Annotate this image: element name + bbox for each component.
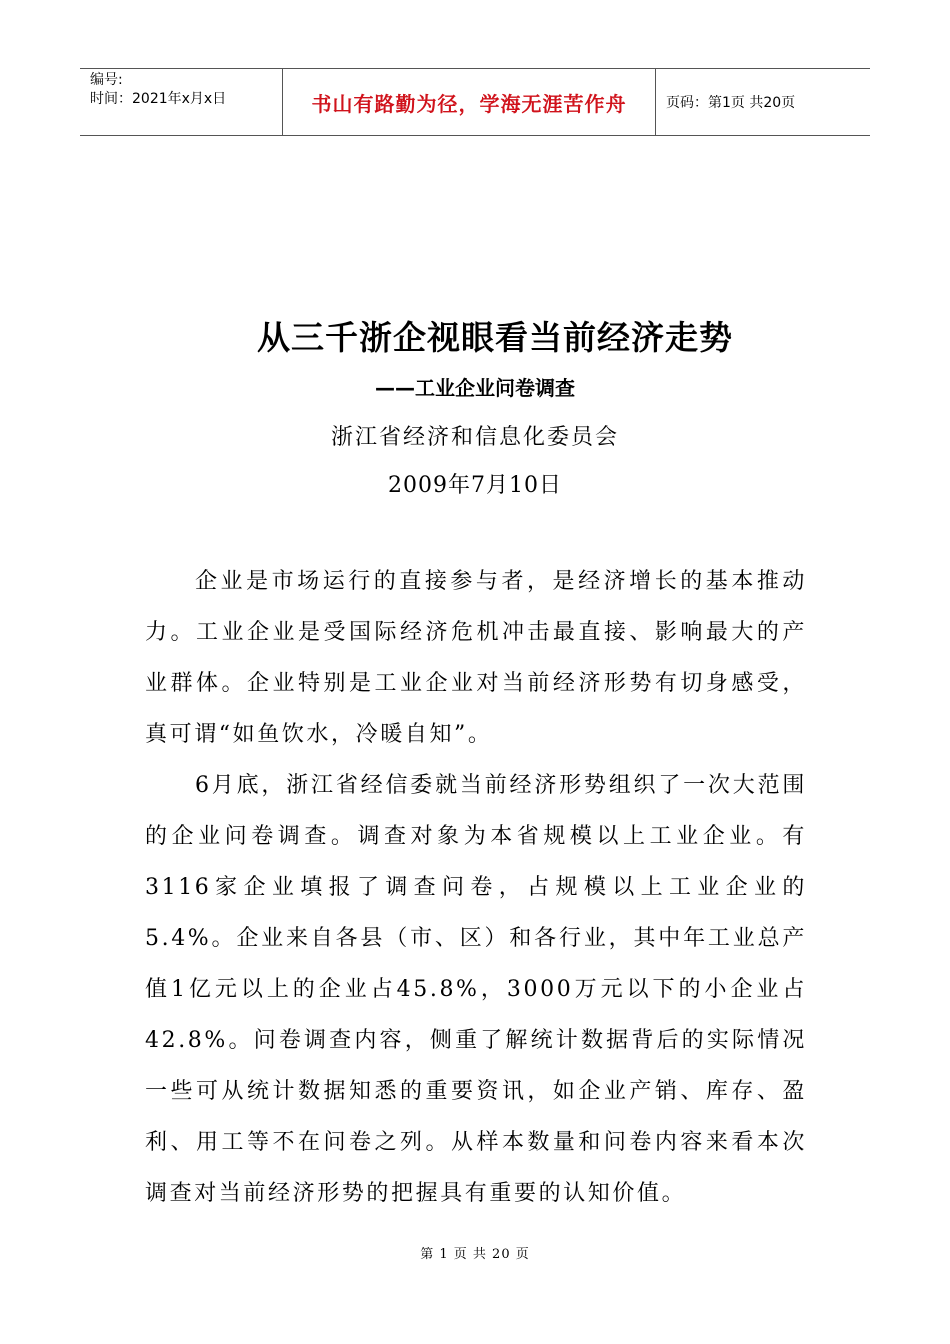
page-header: [80, 68, 870, 136]
header-motto: 书山有路勤为径，学海无涯苦作舟: [311, 91, 627, 116]
paragraph-1-block: [145, 556, 807, 760]
document-date: 2009年7月10日: [388, 473, 562, 498]
time-label: 时间：2021年x月x日: [90, 91, 227, 107]
paragraph: 6月底，浙江省经信委就当前经济形势组织了一次大范围的企业问卷调查。调查对象为本省规模以上工业企业。有3116家企业填报了调查问卷，占规模以上工业企业的5.4%。企业来自各县（市、区）和各行业，其中年工业总产值1亿元以上的企业占45.8%，3000万元以下的小企业占42.8%。问卷调查内容，侧重了解统计数据背后的实际情况一些可从统计数据知悉的重要资讯，如企业产销、库存、盈利、用工等不在问卷之列。从样本数量和问卷内容来看本次调查对当前经济形势的把握具有重要的认知价值。: [145, 773, 807, 1206]
paragraph: 企业是市场运行的直接参与者，是经济增长的基本推动力。工业企业是受国际经济危机冲击最直接、影响最大的产业群体。企业特别是工业企业对当前经济形势有切身感受，真可谓“如鱼饮水，冷暖自知”。: [145, 569, 807, 747]
paragraph-2-block: [145, 760, 807, 1219]
document-subtitle: ——工业企业问卷调查: [375, 376, 575, 400]
header-page-info: 页码：第1页 共20页: [666, 95, 796, 111]
document-title: 从三千浙企视眼看当前经济走势: [257, 318, 733, 357]
header-motto-cell: [282, 69, 656, 135]
number-label: 编号:: [90, 72, 123, 88]
header-meta: [80, 69, 282, 135]
page-footer: 第 1 页 共 20 页: [420, 1247, 530, 1262]
issuing-organization: 浙江省经济和信息化委员会: [330, 425, 619, 450]
